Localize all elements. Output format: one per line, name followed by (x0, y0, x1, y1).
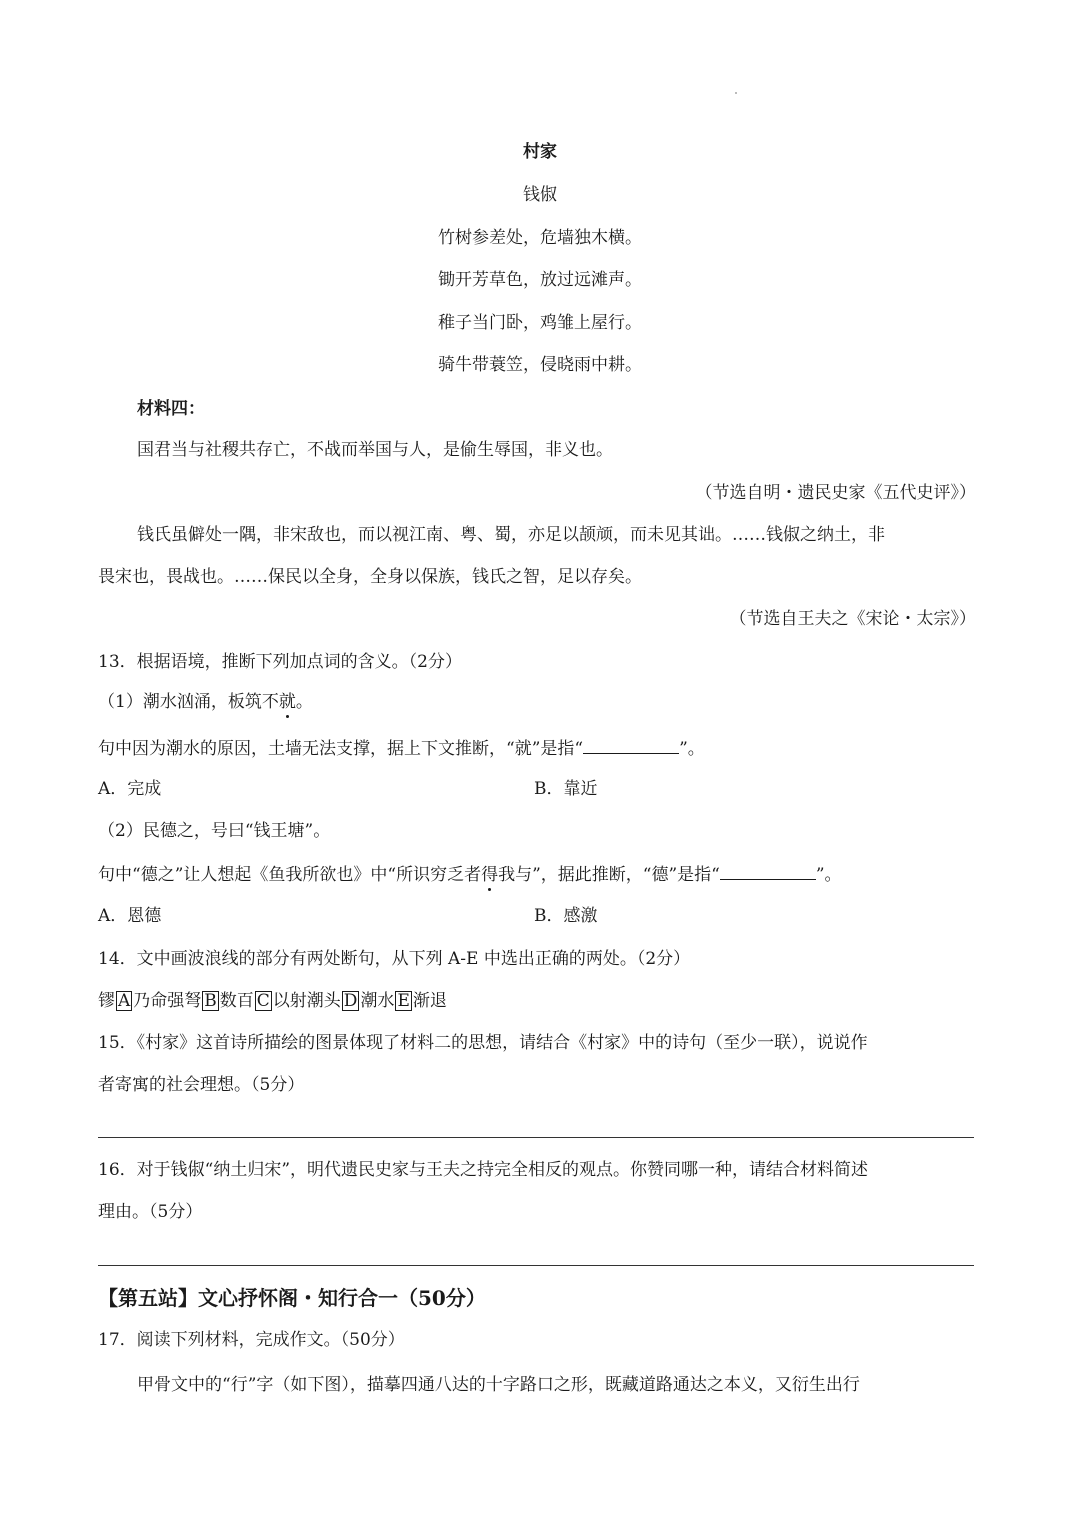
poem-line-1: 竹树参差处，危墙独木横。 (438, 228, 642, 248)
scan-speck (735, 92, 737, 94)
q14-seg-2: 数百 (219, 991, 254, 1011)
q13-sub2-text-pre: 句中“德之”让人想起《鱼我所欲也》中“所识穷乏者 (98, 865, 482, 885)
q14-box-c[interactable]: C (256, 991, 270, 1011)
q14-seg-5: 渐退 (412, 991, 447, 1011)
q14-box-e[interactable]: E (397, 991, 410, 1011)
q16-line-1: 16．对于钱俶“纳土归宋”，明代遗民史家与王夫之持完全相反的观点。你赞同哪一种，请结合材料简述 (98, 1160, 869, 1180)
q15-line-1: 15．《村家》这首诗所描绘的图景体现了材料二的思想，请结合《村家》中的诗句（至少一联），说说作 (98, 1033, 868, 1053)
q13-sub2-option-b: B．感激 (534, 906, 598, 926)
q17-stem: 17．阅读下列材料，完成作文。（50分） (98, 1330, 405, 1350)
q13-sub1-option-b: B．靠近 (534, 779, 598, 799)
q13-sub1-text-pre: 句中因为潮水的原因，土墙无法支撑，据上下文推断，“就”是指“ (98, 739, 584, 759)
q16-answer-line[interactable] (98, 1265, 974, 1266)
material4-para1: 国君当与社稷共存亡，不战而举国与人，是偷生辱国，非义也。 (137, 440, 613, 460)
q13-sub2-answer-blank[interactable] (720, 861, 816, 880)
section5-title: 【第五站】文心抒怀阁・知行合一（50分） (98, 1286, 486, 1310)
q13-sub1-dotted-word: 就 (278, 692, 296, 712)
q13-sub1-post: 。 (295, 692, 313, 712)
q14-box-a[interactable]: A (118, 991, 131, 1011)
q13-sub1-answer-blank[interactable] (583, 735, 679, 754)
q14-stem: 14．文中画波浪线的部分有两处断句，从下列 A-E 中选出正确的两处。（2分） (98, 949, 691, 969)
material4-para2-line1: 钱氏虽僻处一隅，非宋敌也，而以视江南、粤、蜀，亦足以颉颃，而未见其诎。……钱俶之纳土，非 (137, 525, 885, 545)
q15-answer-line[interactable] (98, 1137, 974, 1138)
q14-box-b[interactable]: B (204, 991, 217, 1011)
q13-sub2-text-post: ”。 (815, 865, 842, 885)
q13-sub2-text-mid: 我与”，据此推断，“德”是指“ (498, 865, 720, 885)
q13-sub1-text (98, 735, 705, 761)
q14-box-d[interactable]: D (343, 991, 358, 1011)
material4-para2-line2: 畏宋也，畏战也。……保民以全身，全身以保族，钱氏之智，足以存矣。 (98, 567, 642, 587)
q13-sub1 (98, 690, 313, 714)
q13-sub2-text (98, 861, 842, 887)
q13-sub1-option-a: A．完成 (98, 779, 162, 799)
poem-line-2: 锄开芳草色，放过远滩声。 (438, 270, 642, 290)
q14-seg-3: 以射潮头 (272, 991, 341, 1011)
poem-author: 钱俶 (523, 185, 557, 205)
q15-line-2: 者寄寓的社会理想。（5分） (98, 1075, 305, 1095)
q14-segmentation-text (98, 989, 447, 1013)
material4-source2: （节选自王夫之《宋论・太宗》） (729, 609, 976, 629)
q14-seg-0: 镠 (98, 991, 115, 1011)
poem-line-4: 骑牛带蓑笠，侵晓雨中耕。 (438, 355, 642, 375)
q13-sub2-option-a: A．恩德 (98, 906, 162, 926)
q13-sub2: （2）民德之，号曰“钱王塘”。 (98, 821, 331, 841)
poem-line-3: 稚子当门卧，鸡雏上屋行。 (438, 313, 642, 333)
q14-seg-1: 乃命强弩 (133, 991, 202, 1011)
q13-sub2-dotted-word: 得 (481, 865, 499, 885)
q13-sub1-pre: （1）潮水汹涌，板筑不 (98, 692, 279, 712)
q16-line-2: 理由。（5分） (98, 1202, 203, 1222)
q13-stem: 13．根据语境，推断下列加点词的含义。（2分） (98, 652, 462, 672)
q13-sub1-text-post: ”。 (679, 739, 705, 759)
q17-para1: 甲骨文中的“行”字（如下图），描摹四通八达的十字路口之形，既藏道路通达之本义，又衍生出行 (137, 1375, 860, 1395)
material4-heading: 材料四： (137, 399, 205, 419)
poem-title: 村家 (523, 142, 557, 162)
q14-seg-4: 潮水 (360, 991, 395, 1011)
material4-source1: （节选自明・遗民史家《五代史评》） (695, 483, 976, 503)
